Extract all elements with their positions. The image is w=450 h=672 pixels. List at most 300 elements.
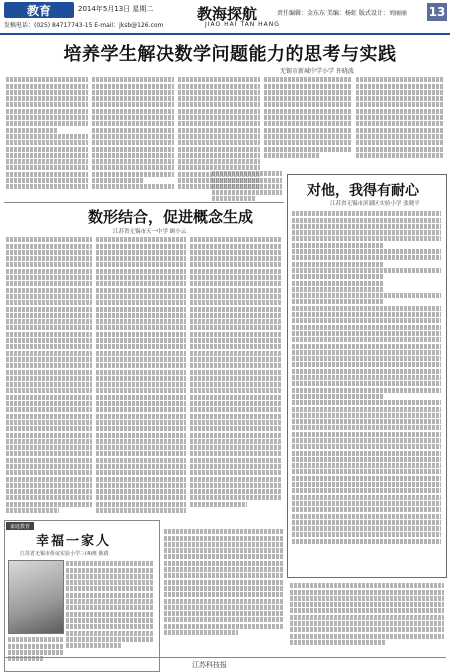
text-line <box>356 121 444 126</box>
article3-headline: 对他，我得有耐心 <box>307 183 419 199</box>
text-line <box>6 244 92 249</box>
footer-rule <box>4 657 446 658</box>
text-line <box>6 269 92 274</box>
text-line <box>6 332 92 337</box>
text-line <box>292 281 384 286</box>
text-line <box>6 458 92 463</box>
article4-author: 江苏省无锡市侨谊实验小学三(4)班 陈倩 <box>20 551 109 557</box>
text-line <box>66 593 154 598</box>
text-line <box>190 332 282 337</box>
text-line <box>6 508 59 513</box>
text-line <box>178 128 260 133</box>
text-line <box>6 294 92 299</box>
text-line <box>292 249 441 254</box>
header-rule <box>0 33 450 35</box>
text-line <box>6 250 92 255</box>
article1-column-5 <box>356 76 444 170</box>
text-line <box>292 501 441 506</box>
text-line <box>356 77 444 82</box>
text-line <box>6 140 88 145</box>
text-line <box>292 312 441 317</box>
text-line <box>190 319 282 324</box>
text-line <box>292 413 441 418</box>
text-line <box>96 281 186 286</box>
text-line <box>6 351 92 356</box>
text-line <box>96 401 186 406</box>
text-line <box>6 165 88 170</box>
text-line <box>292 388 441 393</box>
text-line <box>290 590 444 595</box>
text-line <box>190 357 282 362</box>
text-line <box>292 482 441 487</box>
text-line <box>190 495 282 500</box>
text-line <box>6 153 88 158</box>
text-line <box>190 244 282 249</box>
text-line <box>164 548 284 553</box>
text-line <box>292 306 441 311</box>
text-line <box>178 109 260 114</box>
text-line <box>6 489 92 494</box>
text-line <box>178 140 260 145</box>
text-line <box>292 469 441 474</box>
text-line <box>190 256 282 261</box>
article2-author: 江苏省无锡市天一中学 顾小云 <box>113 229 187 235</box>
text-line <box>8 650 64 655</box>
text-line <box>66 631 154 636</box>
text-line <box>92 96 174 101</box>
text-line <box>190 262 282 267</box>
text-line <box>96 363 186 368</box>
text-line <box>6 420 92 425</box>
text-line <box>6 288 92 293</box>
text-line <box>6 275 92 280</box>
text-line <box>292 325 441 330</box>
text-line <box>292 457 441 462</box>
text-line <box>6 426 92 431</box>
main-headline: 培养学生解决数学问题能力的思考与实践 <box>63 44 397 65</box>
text-line <box>292 507 441 512</box>
text-line <box>66 586 154 591</box>
text-line <box>96 458 186 463</box>
text-line <box>96 414 186 419</box>
text-line <box>6 357 92 362</box>
text-line <box>92 102 174 107</box>
text-line <box>66 605 154 610</box>
text-line <box>92 84 174 89</box>
text-line <box>178 84 260 89</box>
text-line <box>190 483 282 488</box>
text-line <box>178 77 260 82</box>
text-line <box>6 502 92 507</box>
contact-line: 发稿电话：(025) 84717743-15 E-mail：jksb@126.com <box>4 22 164 29</box>
text-line <box>292 514 441 519</box>
text-line <box>290 608 444 613</box>
text-line <box>190 363 282 368</box>
text-line <box>292 318 441 323</box>
text-line <box>96 307 186 312</box>
text-line <box>190 458 282 463</box>
text-line <box>6 300 92 305</box>
article2-column-2 <box>96 236 186 516</box>
text-line <box>96 300 186 305</box>
text-line <box>66 618 154 623</box>
text-line <box>264 96 352 101</box>
text-line <box>66 574 154 579</box>
text-line <box>264 128 352 133</box>
text-line <box>190 344 282 349</box>
text-line <box>96 489 186 494</box>
text-line <box>356 140 444 145</box>
text-line <box>190 370 282 375</box>
text-line <box>92 128 174 133</box>
text-line <box>96 433 186 438</box>
text-line <box>66 568 154 573</box>
text-line <box>92 77 174 82</box>
text-line <box>292 356 441 361</box>
family-photo <box>8 560 64 634</box>
text-line <box>190 288 282 293</box>
text-line <box>264 109 352 114</box>
text-line <box>178 121 260 126</box>
text-line <box>96 275 186 280</box>
text-line <box>190 433 282 438</box>
text-line <box>356 153 444 158</box>
text-line <box>92 115 174 120</box>
text-line <box>190 470 282 475</box>
text-line <box>264 134 352 139</box>
text-line <box>290 640 385 645</box>
text-line <box>190 401 282 406</box>
text-line <box>6 128 57 133</box>
text-line <box>96 376 186 381</box>
text-line <box>96 495 186 500</box>
text-line <box>190 426 282 431</box>
text-line <box>292 425 441 430</box>
text-line <box>6 439 92 444</box>
text-line <box>164 580 284 585</box>
article1-column-6 <box>212 170 282 210</box>
text-line <box>292 243 384 248</box>
text-line <box>6 483 92 488</box>
text-line <box>6 401 92 406</box>
main-headline-author: 无锡市新城中学小学 许晓波 <box>280 68 354 75</box>
text-line <box>6 281 92 286</box>
text-line <box>264 147 352 152</box>
text-line <box>178 102 260 107</box>
text-line <box>190 338 282 343</box>
text-line <box>292 224 441 229</box>
text-line <box>6 470 92 475</box>
text-line <box>178 159 260 164</box>
text-line <box>92 172 174 177</box>
text-line <box>164 617 284 622</box>
text-line <box>190 395 282 400</box>
text-line <box>190 250 282 255</box>
text-line <box>6 395 92 400</box>
text-line <box>6 382 92 387</box>
page-number: 13 <box>428 5 446 19</box>
text-line <box>6 84 88 89</box>
text-line <box>92 121 174 126</box>
text-line <box>292 488 441 493</box>
text-line <box>96 269 186 274</box>
text-line <box>164 529 284 534</box>
text-line <box>264 115 352 120</box>
text-line <box>96 370 186 375</box>
text-line <box>190 489 282 494</box>
text-line <box>190 307 282 312</box>
text-line <box>164 630 238 635</box>
text-line <box>264 140 352 145</box>
text-line <box>164 611 284 616</box>
text-line <box>292 400 441 405</box>
text-line <box>6 344 92 349</box>
text-line <box>292 419 441 424</box>
text-line <box>96 244 186 249</box>
text-line <box>6 319 92 324</box>
text-line <box>6 307 92 312</box>
text-line <box>6 256 92 261</box>
text-line <box>66 599 154 604</box>
text-line <box>356 147 444 152</box>
text-line <box>190 237 282 242</box>
text-line <box>96 470 186 475</box>
text-line <box>92 147 174 152</box>
text-line <box>356 115 444 120</box>
text-line <box>96 325 186 330</box>
article2-headline: 数形结合，促进概念生成 <box>88 208 254 226</box>
text-line <box>6 96 88 101</box>
text-line <box>92 153 174 158</box>
text-line <box>164 592 284 597</box>
text-line <box>292 350 441 355</box>
text-line <box>6 370 92 375</box>
text-line <box>6 262 92 267</box>
text-line <box>292 255 441 260</box>
article3-continuation <box>290 582 444 654</box>
text-line <box>292 369 441 374</box>
text-line <box>96 262 186 267</box>
text-line <box>6 414 92 419</box>
article4-body-right <box>66 560 154 664</box>
text-line <box>96 426 186 431</box>
text-line <box>66 612 154 617</box>
text-line <box>6 77 88 82</box>
text-line <box>96 407 186 412</box>
text-line <box>292 293 441 298</box>
text-line <box>96 395 186 400</box>
text-line <box>96 338 186 343</box>
text-line <box>6 115 88 120</box>
article4-body-bottom <box>8 636 64 666</box>
text-line <box>6 477 92 482</box>
text-line <box>96 344 186 349</box>
text-line <box>292 375 441 380</box>
text-line <box>6 407 92 412</box>
text-line <box>6 184 88 189</box>
text-line <box>292 331 441 336</box>
text-line <box>164 536 284 541</box>
text-line <box>6 495 92 500</box>
text-line <box>264 77 352 82</box>
section-pinyin: JIAO HAI TAN HANG <box>205 21 280 28</box>
text-line <box>96 477 186 482</box>
text-line <box>96 357 186 362</box>
article4-headline: 幸福一家人 <box>36 534 112 549</box>
text-line <box>292 337 441 342</box>
text-line <box>190 300 282 305</box>
text-line <box>6 159 88 164</box>
text-line <box>292 394 384 399</box>
text-line <box>290 615 444 620</box>
text-line <box>292 438 441 443</box>
text-line <box>292 532 441 537</box>
text-line <box>66 643 121 648</box>
text-line <box>6 134 88 139</box>
text-line <box>292 287 384 292</box>
text-line <box>6 376 92 381</box>
text-line <box>178 96 260 101</box>
article3-author: 江苏省无锡市滨湖区实验小学 张晓平 <box>330 201 420 207</box>
text-line <box>92 159 174 164</box>
text-line <box>6 325 92 330</box>
article2-column-1 <box>6 236 92 516</box>
text-line <box>292 463 441 468</box>
text-line <box>164 586 284 591</box>
text-line <box>92 140 174 145</box>
text-line <box>190 382 282 387</box>
text-line <box>356 96 444 101</box>
text-line <box>96 388 186 393</box>
text-line <box>264 153 319 158</box>
text-line <box>96 237 186 242</box>
text-line <box>178 90 260 95</box>
text-line <box>356 109 444 114</box>
text-line <box>212 171 282 176</box>
text-line <box>292 539 441 544</box>
text-line <box>96 420 186 425</box>
text-line <box>92 90 174 95</box>
text-line <box>190 407 282 412</box>
text-line <box>6 388 92 393</box>
text-line <box>6 313 92 318</box>
text-line <box>164 542 284 547</box>
text-line <box>292 381 441 386</box>
text-line <box>292 526 441 531</box>
text-line <box>6 464 92 469</box>
text-line <box>290 602 444 607</box>
text-line <box>292 451 441 456</box>
text-line <box>212 178 282 183</box>
text-line <box>164 561 284 566</box>
text-line <box>212 196 255 201</box>
text-line <box>264 90 352 95</box>
text-line <box>6 147 88 152</box>
text-line <box>164 567 284 572</box>
text-line <box>164 624 284 629</box>
text-line <box>178 115 260 120</box>
text-line <box>66 624 154 629</box>
text-line <box>178 153 260 158</box>
text-line <box>96 256 186 261</box>
text-line <box>190 294 282 299</box>
text-line <box>164 573 284 578</box>
text-line <box>92 184 174 189</box>
text-line <box>190 502 247 507</box>
article1-column-4 <box>264 76 352 170</box>
text-line <box>292 262 384 267</box>
text-line <box>356 84 444 89</box>
text-line <box>190 464 282 469</box>
text-line <box>356 90 444 95</box>
issue-date: 2014年5月13日 星期二 <box>78 5 154 13</box>
text-line <box>190 451 282 456</box>
text-line <box>264 84 352 89</box>
text-line <box>6 121 88 126</box>
text-line <box>66 580 154 585</box>
text-line <box>96 351 186 356</box>
editor-line: 责任编辑：金东东 美编：杨虹 版式设计：刘丽丽 <box>277 10 407 17</box>
text-line <box>96 382 186 387</box>
text-line <box>190 351 282 356</box>
text-line <box>6 102 88 107</box>
text-line <box>212 184 282 189</box>
text-line <box>292 211 441 216</box>
text-line <box>290 627 444 632</box>
text-line <box>356 128 444 133</box>
text-line <box>6 178 88 183</box>
text-line <box>190 313 282 318</box>
text-line <box>96 313 186 318</box>
text-line <box>96 250 186 255</box>
text-line <box>292 344 441 349</box>
text-line <box>92 134 174 139</box>
text-line <box>66 637 154 642</box>
text-line <box>164 554 284 559</box>
article1-column-1 <box>6 76 88 200</box>
text-line <box>96 502 186 507</box>
text-line <box>92 178 143 183</box>
text-line <box>290 583 444 588</box>
text-line <box>190 439 282 444</box>
text-line <box>6 445 92 450</box>
text-line <box>292 476 441 481</box>
text-line <box>212 190 282 195</box>
text-line <box>6 433 92 438</box>
text-line <box>292 444 441 449</box>
text-line <box>190 388 282 393</box>
text-line <box>292 362 441 367</box>
text-line <box>292 268 441 273</box>
text-line <box>190 275 282 280</box>
text-line <box>6 109 88 114</box>
text-line <box>96 445 186 450</box>
text-line <box>6 338 92 343</box>
text-line <box>264 121 352 126</box>
text-line <box>292 432 441 437</box>
text-line <box>6 90 88 95</box>
text-line <box>292 495 441 500</box>
article2-column-3 <box>190 236 282 516</box>
text-line <box>164 599 284 604</box>
text-line <box>92 109 174 114</box>
text-line <box>356 134 444 139</box>
text-line <box>92 165 174 170</box>
article3-body <box>292 210 441 570</box>
text-line <box>178 134 260 139</box>
section-divider <box>4 202 284 203</box>
text-line <box>96 483 186 488</box>
